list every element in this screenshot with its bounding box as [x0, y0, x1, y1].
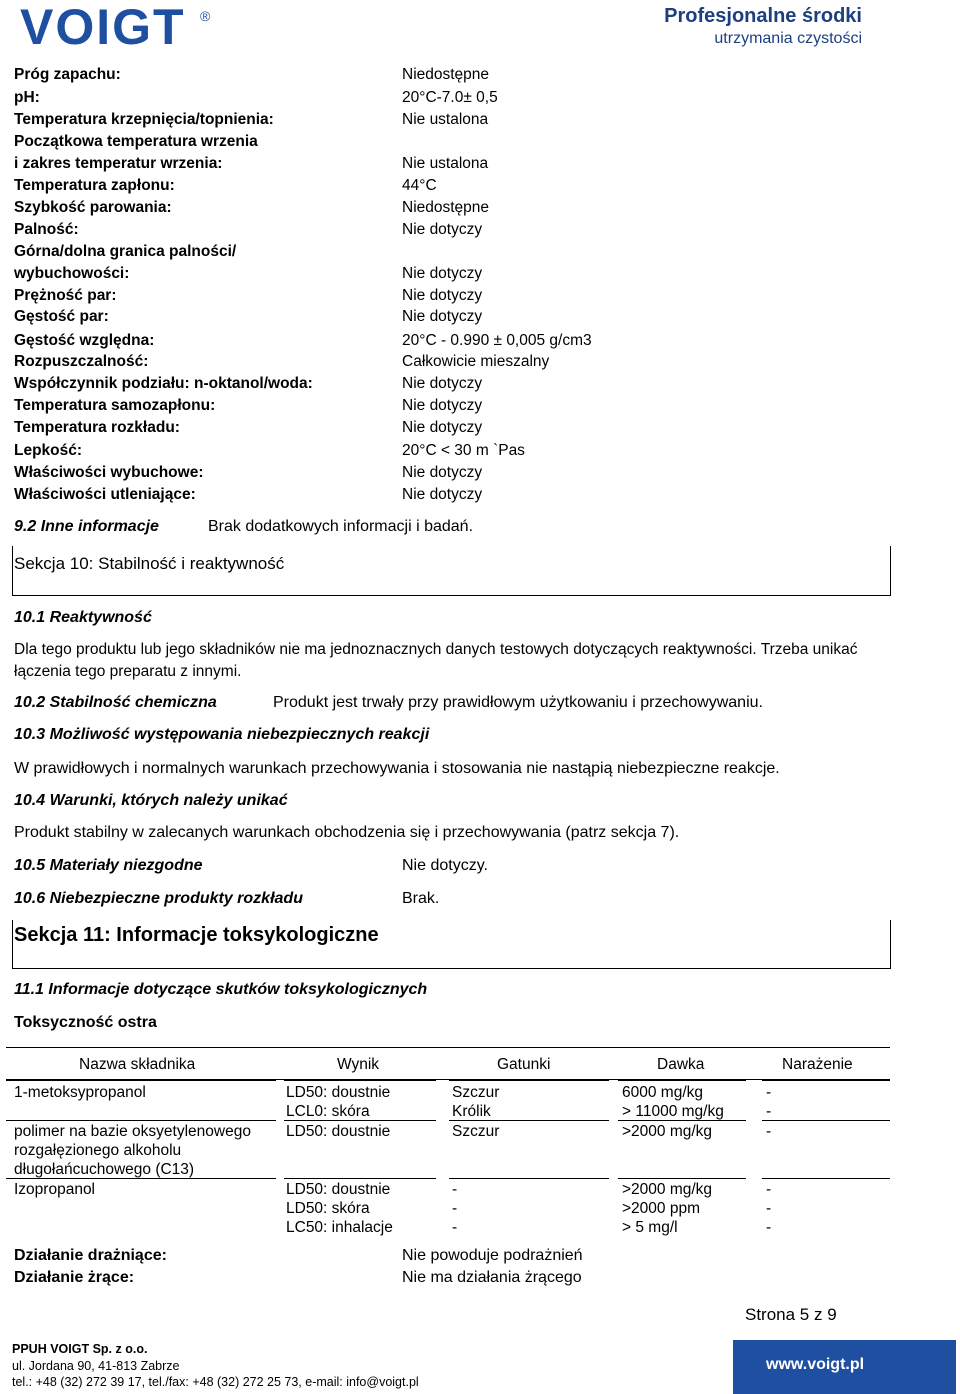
- property-label: Temperatura rozkładu:: [14, 419, 180, 436]
- column-header: Dawka: [657, 1056, 705, 1073]
- other-info-text: Brak dodatkowych informacji i badań.: [208, 518, 474, 535]
- table-cell: LD50: doustnie LD50: skóra LC50: inhalacje: [286, 1181, 393, 1236]
- section-10-5-text: Nie dotyczy.: [402, 857, 488, 874]
- property-value: Nie dotyczy: [402, 486, 483, 503]
- property-value: Nie dotyczy: [402, 221, 483, 238]
- property-value: Nie dotyczy: [402, 308, 483, 325]
- property-label: Prężność par:: [14, 287, 117, 304]
- section-10-2-title: 10.2 Stabilność chemiczna: [14, 694, 217, 711]
- property-value: Całkowicie mieszalny: [402, 353, 550, 370]
- section-10-1-title: 10.1 Reaktywność: [14, 609, 152, 626]
- section-11-1-title: 11.1 Informacje dotyczące skutków toksykologicznych: [14, 981, 428, 998]
- property-label: Współczynnik podziału: n-oktanol/woda:: [14, 375, 313, 392]
- footer-url-link[interactable]: www.voigt.pl: [766, 1356, 865, 1373]
- property-value: Niedostępne: [402, 66, 490, 83]
- property-label: Szybkość parowania:: [14, 199, 172, 216]
- section-10-1-text: Dla tego produktu lub jego składników nie ma jednoznacznych danych testowych dotyczących reaktywności. Trzeba unikać łączenia tego preparatu z innymi.: [14, 641, 858, 680]
- table-cell: 6000 mg/kg > 11000 mg/kg: [622, 1084, 724, 1120]
- table-rule: [618, 1080, 746, 1081]
- property-label: Próg zapachu:: [14, 66, 121, 83]
- table-cell: - -: [766, 1084, 772, 1120]
- property-label: Lepkość:: [14, 442, 83, 459]
- section-11-title: Sekcja 11: Informacje toksykologiczne: [14, 924, 379, 946]
- table-rule: [6, 1080, 276, 1081]
- table-rule: [6, 1120, 276, 1121]
- property-value: 20°C - 0.990 ± 0,005 g/cm3: [402, 332, 592, 349]
- section-10-title: Sekcja 10: Stabilność i reaktywność: [14, 554, 285, 573]
- table-rule: [762, 1080, 890, 1081]
- table-cell: Szczur Królik: [452, 1084, 500, 1120]
- other-info-title: 9.2 Inne informacje: [14, 518, 159, 535]
- section-10-3-text: W prawidłowych i normalnych warunkach przechowywania i stosowania nie nastąpią niebezpieczne reakcje.: [14, 760, 780, 777]
- property-label: pH:: [14, 89, 40, 106]
- table-rule: [618, 1120, 746, 1121]
- property-value: 20°C < 30 m `Pas: [402, 442, 525, 459]
- footer-address: ul. Jordana 90, 41-813 Zabrze: [12, 1359, 180, 1373]
- property-label: Rozpuszczalność:: [14, 353, 149, 370]
- section-10-4-text: Produkt stabilny w zalecanych warunkach obchodzenia się i przechowywania (patrz sekcja 7).: [14, 824, 680, 841]
- effect-label: Działanie drażniące:: [14, 1247, 167, 1264]
- column-header: Wynik: [337, 1056, 380, 1073]
- property-label: Temperatura zapłonu:: [14, 177, 175, 194]
- header-subtitle: utrzymania czystości: [714, 30, 862, 47]
- property-label: Górna/dolna granica palności/: [14, 243, 237, 260]
- property-value: Nie dotyczy: [402, 287, 483, 304]
- section-10-5-title: 10.5 Materiały niezgodne: [14, 857, 203, 874]
- table-rule: [449, 1120, 609, 1121]
- column-header: Narażenie: [782, 1056, 853, 1073]
- property-value: 44°C: [402, 177, 437, 194]
- column-header: Gatunki: [497, 1056, 551, 1073]
- property-value: 20°C-7.0± 0,5: [402, 89, 498, 106]
- property-label: Temperatura krzepnięcia/topnienia:: [14, 111, 274, 128]
- footer-company: PPUH VOIGT Sp. z o.o.: [12, 1342, 148, 1356]
- table-cell: LD50: doustnie LCL0: skóra: [286, 1084, 391, 1120]
- voigt-logo: VOIGT: [20, 0, 186, 55]
- section-10-4-title: 10.4 Warunki, których należy unikać: [14, 792, 288, 809]
- section-10-6-title: 10.6 Niebezpieczne produkty rozkładu: [14, 890, 303, 907]
- property-value: Nie ustalona: [402, 111, 489, 128]
- table-cell: LD50: doustnie: [286, 1123, 391, 1140]
- table-rule: [284, 1120, 436, 1121]
- table-rule: [284, 1080, 436, 1081]
- section-10-3-title: 10.3 Możliwość występowania niebezpiecznych reakcji: [14, 726, 430, 743]
- property-label: Gęstość par:: [14, 308, 109, 325]
- property-value: Nie ustalona: [402, 155, 489, 172]
- table-rule: [6, 1178, 276, 1179]
- property-value: Niedostępne: [402, 199, 490, 216]
- property-value: Nie dotyczy: [402, 419, 483, 436]
- table-rule: [449, 1080, 609, 1081]
- table-cell: >2000 mg/kg: [622, 1123, 713, 1140]
- section-10-6-text: Brak.: [402, 890, 440, 907]
- property-label: Temperatura samozapłonu:: [14, 397, 216, 414]
- page-number: Strona 5 z 9: [745, 1305, 837, 1324]
- property-value: Nie dotyczy: [402, 375, 483, 392]
- table-rule: [284, 1178, 436, 1179]
- table-cell: -: [766, 1123, 772, 1140]
- effect-value: Nie powoduje podrażnień: [402, 1247, 583, 1264]
- section-10-2-text: Produkt jest trwały przy prawidłowym użytkowaniu i przechowywaniu.: [273, 694, 763, 711]
- table-header: [6, 1047, 890, 1080]
- footer-contact: tel.: +48 (32) 272 39 17, tel./fax: +48 (32) 272 25 73, e-mail: info@voigt.pl: [12, 1375, 419, 1389]
- acute-toxicity-title: Toksyczność ostra: [14, 1014, 157, 1031]
- effect-value: Nie ma działania żrącego: [402, 1269, 582, 1286]
- header-title: Profesjonalne środki: [664, 5, 862, 27]
- property-label: i zakres temperatur wrzenia:: [14, 155, 223, 172]
- table-cell: >2000 mg/kg >2000 ppm > 5 mg/l: [622, 1181, 713, 1236]
- table-cell: Szczur: [452, 1123, 500, 1140]
- effect-label: Działanie żrące:: [14, 1269, 135, 1286]
- table-rule: [762, 1178, 890, 1179]
- table-cell: polimer na bazie oksyetylenowego rozgałęzionego alkoholu długołańcuchowego (C13): [14, 1123, 251, 1178]
- property-value: Nie dotyczy: [402, 464, 483, 481]
- property-label: Początkowa temperatura wrzenia: [14, 133, 258, 150]
- table-rule: [449, 1178, 609, 1179]
- column-header: Nazwa składnika: [79, 1056, 196, 1073]
- table-cell: 1-metoksypropanol: [14, 1084, 146, 1101]
- property-label: Gęstość względna:: [14, 332, 155, 349]
- property-label: wybuchowości:: [14, 265, 130, 282]
- table-rule: [762, 1120, 890, 1121]
- table-rule: [618, 1178, 746, 1179]
- property-label: Palność:: [14, 221, 79, 238]
- property-value: Nie dotyczy: [402, 265, 483, 282]
- property-label: Właściwości wybuchowe:: [14, 464, 204, 481]
- table-cell: - - -: [766, 1181, 772, 1236]
- registered-mark: ®: [200, 8, 211, 24]
- table-cell: - - -: [452, 1181, 458, 1236]
- property-label: Właściwości utleniające:: [14, 486, 196, 503]
- table-cell: Izopropanol: [14, 1181, 96, 1198]
- property-value: Nie dotyczy: [402, 397, 483, 414]
